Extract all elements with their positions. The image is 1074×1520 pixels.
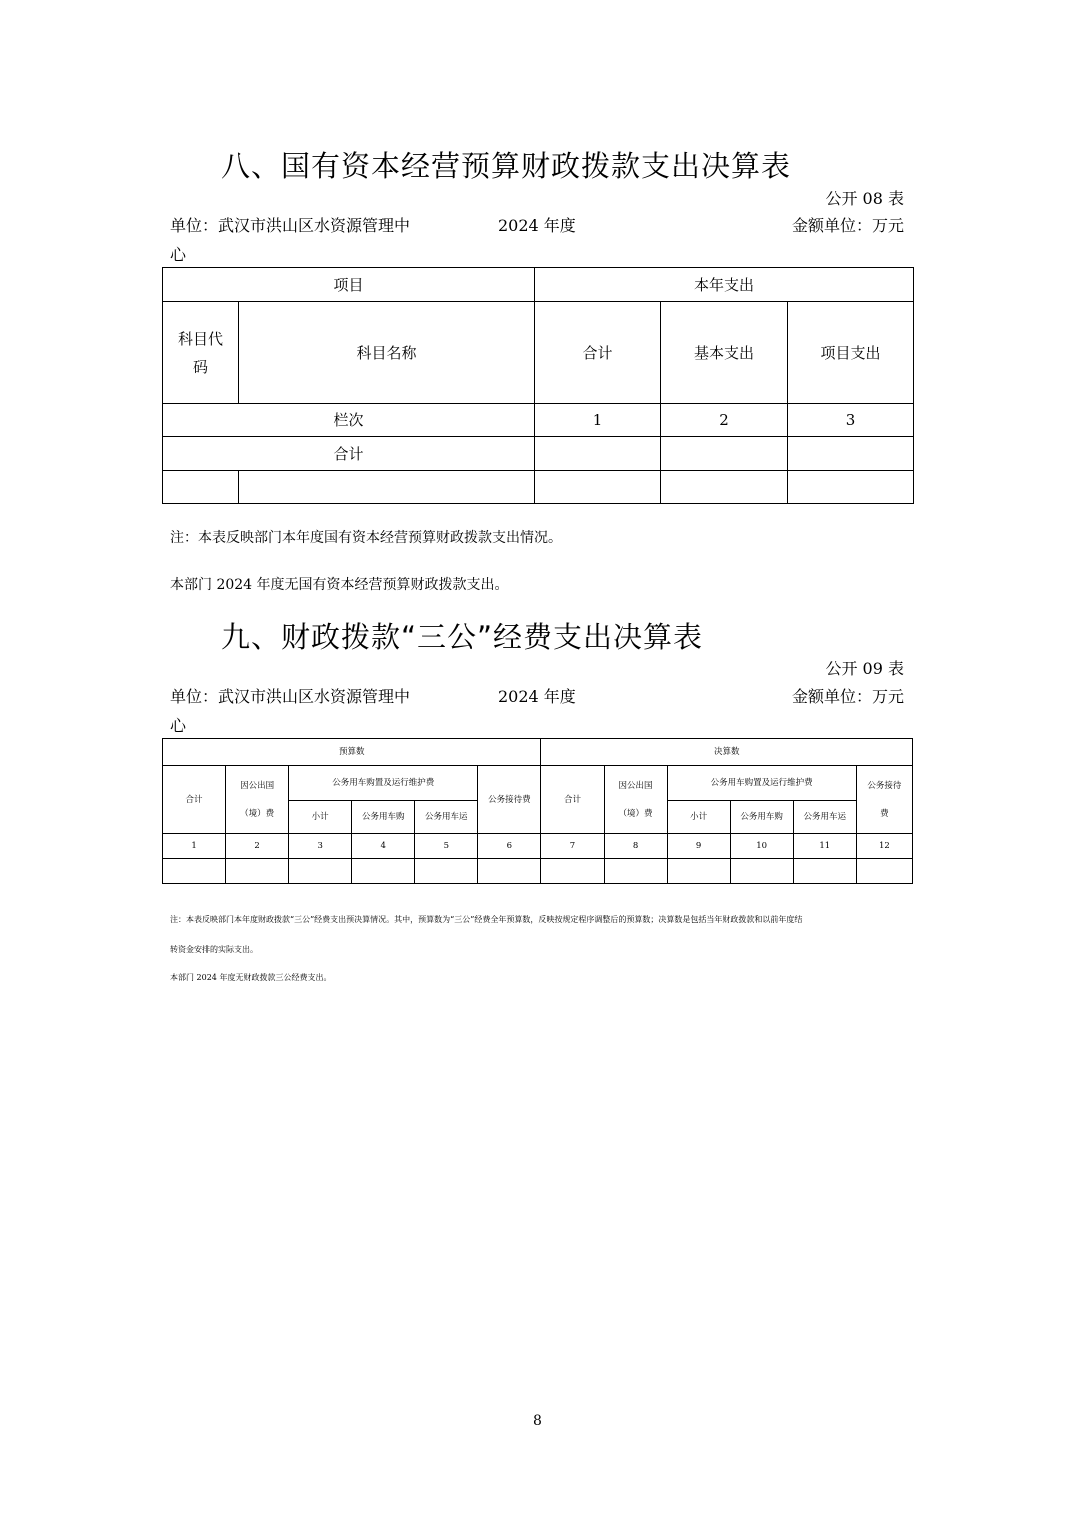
empty-cell <box>535 471 661 504</box>
col-subject-name: 科目名称 <box>239 302 535 404</box>
budget-total: 合计 <box>163 766 226 834</box>
empty-cell <box>730 859 793 884</box>
index-cell: 2 <box>226 834 289 859</box>
empty-cell <box>226 859 289 884</box>
section8-form-number: 公开 08 表 <box>825 189 904 208</box>
empty-cell <box>788 471 914 504</box>
section9-amount-unit: 金额单位：万元 <box>791 687 904 706</box>
section9-no-expense-note: 本部门 2024 年度无财政拨款三公经费支出。 <box>170 973 332 982</box>
final-total: 合计 <box>541 766 604 834</box>
empty-cell <box>541 859 604 884</box>
final-vehicle-purchase: 公务用车购 <box>730 801 793 834</box>
index-cell: 10 <box>730 834 793 859</box>
header-project: 项目 <box>163 268 535 302</box>
section9-unit: 单位：武汉市洪山区水资源管理中 <box>170 687 411 706</box>
abroad-line1: 因公出国 <box>240 780 275 791</box>
index-cell: 7 <box>541 834 604 859</box>
empty-cell <box>604 859 667 884</box>
empty-cell <box>289 859 352 884</box>
empty-cell <box>535 437 661 471</box>
section8-table <box>162 267 914 504</box>
page-number: 8 <box>533 1413 542 1429</box>
index-cell: 6 <box>478 834 541 859</box>
col-total: 合计 <box>535 302 661 404</box>
final-vehicle-operation: 公务用车运 <box>793 801 856 834</box>
index-cell: 9 <box>667 834 730 859</box>
col-subject-code: 科目代码 <box>163 302 239 404</box>
final-header: 决算数 <box>541 739 913 766</box>
index-cell: 3 <box>289 834 352 859</box>
section8-year: 2024 年度 <box>498 216 576 235</box>
section9-table <box>162 738 913 884</box>
reception-line2: 费 <box>880 808 889 819</box>
budget-vehicle-purchase: 公务用车购 <box>352 801 415 834</box>
section8-unit: 单位：武汉市洪山区水资源管理中 <box>170 216 411 235</box>
section9-title: 九、财政拨款“三公”经费支出决算表 <box>221 620 704 654</box>
empty-cell <box>856 859 912 884</box>
col-project-expense: 项目支出 <box>788 302 914 404</box>
budget-subtotal: 小计 <box>289 801 352 834</box>
index-cell: 4 <box>352 834 415 859</box>
section9-unit-wrap: 心 <box>170 716 187 735</box>
row-index-value: 1 <box>535 404 661 437</box>
empty-cell <box>661 471 788 504</box>
index-cell: 5 <box>415 834 478 859</box>
abroad-line1: 因公出国 <box>618 780 653 791</box>
row-index-label: 栏次 <box>163 404 535 437</box>
section9-year: 2024 年度 <box>498 687 576 706</box>
budget-reception: 公务接待费 <box>478 766 541 834</box>
budget-abroad <box>226 766 289 834</box>
budget-vehicle-operation: 公务用车运 <box>415 801 478 834</box>
index-cell: 8 <box>604 834 667 859</box>
index-cell: 11 <box>793 834 856 859</box>
empty-cell <box>661 437 788 471</box>
header-current-year: 本年支出 <box>535 268 914 302</box>
index-cell: 1 <box>163 834 226 859</box>
section8-note: 注：本表反映部门本年度国有资本经营预算财政拨款支出情况。 <box>170 530 562 546</box>
final-reception <box>856 766 912 834</box>
section9-note-line1: 注：本表反映部门本年度财政拨款“三公”经费支出预决算情况。其中，预算数为“三公”经费全年预算数，反映按规定程序调整后的预算数；决算数是包括当年财政拨款和以前年度结 <box>170 915 803 924</box>
section8-unit-wrap: 心 <box>170 245 187 264</box>
budget-vehicle-group: 公务用车购置及运行维护费 <box>289 766 478 801</box>
empty-cell <box>163 859 226 884</box>
index-cell: 12 <box>856 834 912 859</box>
section9-note <box>170 905 910 965</box>
empty-cell <box>352 859 415 884</box>
budget-header: 预算数 <box>163 739 541 766</box>
section8-amount-unit: 金额单位：万元 <box>791 216 904 235</box>
row-index-value: 3 <box>788 404 914 437</box>
abroad-line2: （境）费 <box>240 808 275 819</box>
abroad-line2: （境）费 <box>618 808 653 819</box>
empty-cell <box>478 859 541 884</box>
col-basic-expense: 基本支出 <box>661 302 788 404</box>
section8-no-expense-note: 本部门 2024 年度无国有资本经营预算财政拨款支出。 <box>170 577 509 593</box>
row-total-label: 合计 <box>163 437 535 471</box>
empty-cell <box>239 471 535 504</box>
empty-cell <box>667 859 730 884</box>
final-subtotal: 小计 <box>667 801 730 834</box>
empty-cell <box>163 471 239 504</box>
empty-cell <box>415 859 478 884</box>
row-index-value: 2 <box>661 404 788 437</box>
final-vehicle-group: 公务用车购置及运行维护费 <box>667 766 856 801</box>
final-abroad <box>604 766 667 834</box>
empty-cell <box>793 859 856 884</box>
section9-form-number: 公开 09 表 <box>825 659 904 678</box>
section9-note-line2: 转资金安排的实际支出。 <box>170 945 258 954</box>
empty-cell <box>788 437 914 471</box>
reception-line1: 公务接待 <box>867 780 902 791</box>
section8-title: 八、国有资本经营预算财政拨款支出决算表 <box>221 149 792 183</box>
